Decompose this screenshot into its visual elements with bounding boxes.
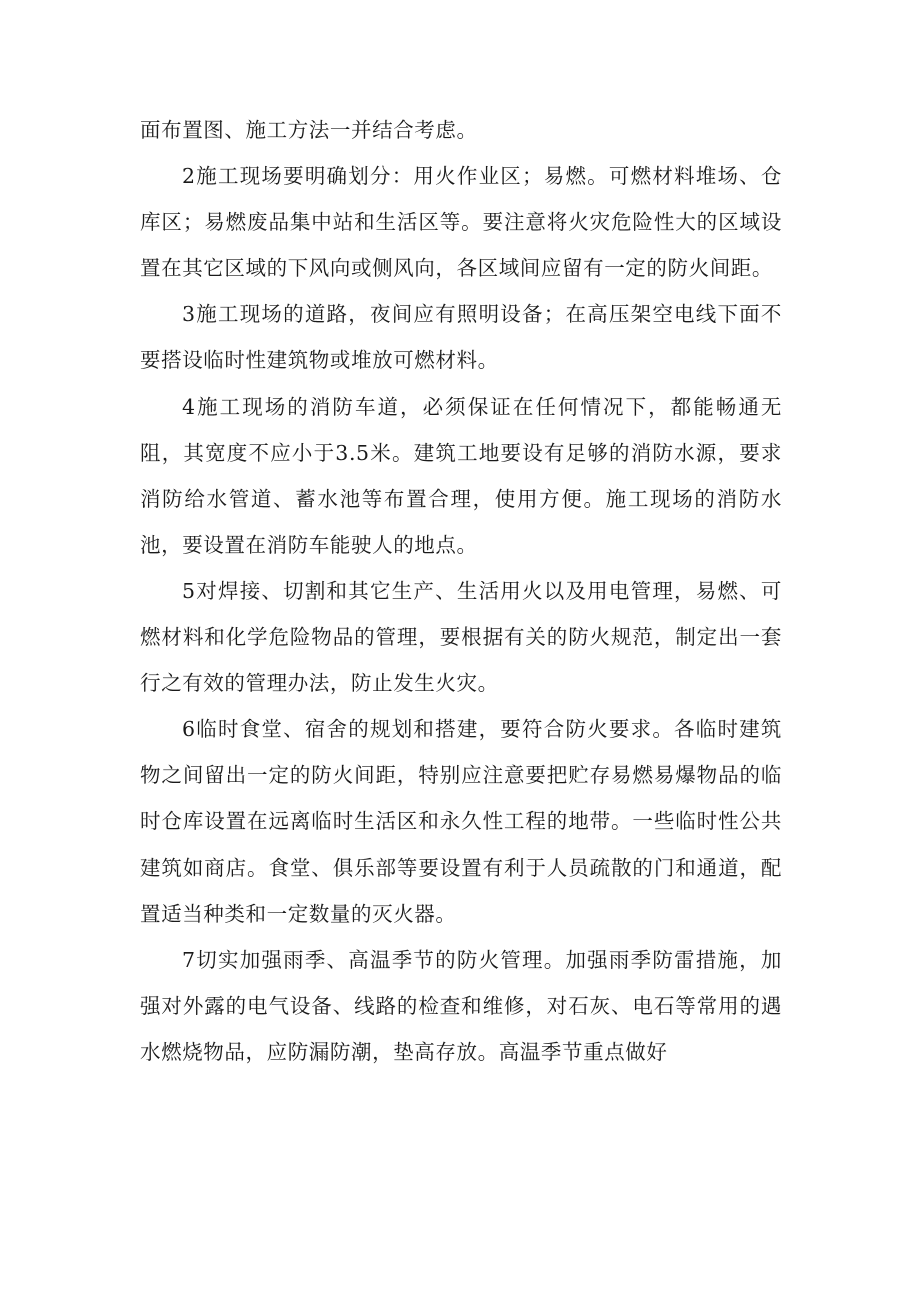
- paragraph-item-2: 2施工现场要明确划分：用火作业区；易燃。可燃材料堆场、仓库区；易燃废品集中站和生活区等。要注意将火灾危险性大的区域设置在其它区域的下风向或侧风向，各区域间应留有一定的防火间距。: [140, 164, 782, 281]
- document-body: [140, 107, 782, 1075]
- paragraph-item-3: 3施工现场的道路，夜间应有照明设备；在高压架空电线下面不要搭设临时性建筑物或堆放可燃材料。: [140, 302, 782, 373]
- paragraph-item-7: 7切实加强雨季、高温季节的防火管理。加强雨季防雷措施，加强对外露的电气设备、线路的检查和维修，对石灰、电石等常用的遇水燃烧物品，应防漏防潮，垫高存放。高温季节重点做好: [140, 947, 782, 1064]
- paragraph-item-6: 6临时食堂、宿舍的规划和搭建，要符合防火要求。各临时建筑物之间留出一定的防火间距，特别应注意要把贮存易燃易爆物品的临时仓库设置在远离临时生活区和永久性工程的地带。一些临时性公共建筑如商店。食堂、俱乐部等要设置有利于人员疏散的门和通道，配置适当种类和一定数量的灭火器。: [140, 717, 782, 926]
- paragraph-continuation: 面布置图、施工方法一并结合考虑。: [140, 118, 478, 142]
- paragraph-item-5: 5对焊接、切割和其它生产、生活用火以及用电管理，易燃、可燃材料和化学危险物品的管理，要根据有关的防火规范，制定出一套行之有效的管理办法，防止发生火灾。: [140, 578, 782, 696]
- paragraph-item-4: 4施工现场的消防车道，必须保证在任何情况下，都能畅通无阻，其宽度不应小于3.5米。建筑工地要设有足够的消防水源，要求消防给水管道、蓄水池等布置合理，使用方便。施工现场的消防水池，要设置在消防车能驶人的地点。: [140, 394, 782, 557]
